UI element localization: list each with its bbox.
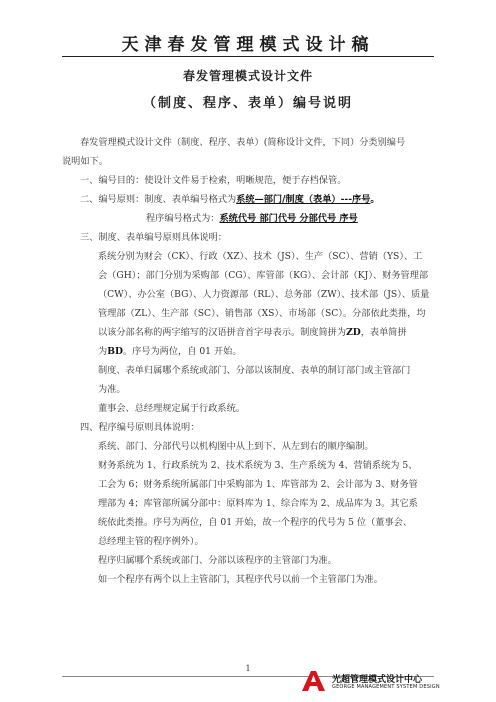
section-2-end: 。 (370, 194, 380, 205)
section-3-line-5-suffix: ，表单简拼 (360, 327, 407, 338)
intro-line-2: 说明如下。 (62, 156, 108, 167)
section-3-line-6 (98, 343, 242, 357)
page-number: 1 (245, 664, 251, 673)
logo-a-icon (300, 670, 326, 692)
company-logo (300, 670, 450, 694)
section-3-line-8: 为准。 (98, 384, 126, 395)
section-2-format: 系统—部门/制度（表单）---序号 (236, 194, 371, 205)
section-3-line-1: 系统分别为财会（CK）、行政（XZ）、技术（JS）、生产（SC）、营销（YS）、工 (98, 251, 423, 262)
section-4-line-5: 统依此类推。序号为两位，自 01 开始，故一个程序的代号为 5 位（董事会、 (98, 517, 413, 528)
section-4-line-3: 工会为 6；财务系统所属部门中采购部为 1、库管部为 2、会计部为 3、财务管 (98, 479, 418, 490)
document-title: 春发管理模式设计文件 (182, 69, 313, 83)
code-zd: ZD (346, 327, 361, 338)
logo-english-name: GEORGE MANAGEMENT SYSTEM DESIGN (332, 684, 440, 690)
section-3-line-6-suffix: 。序号为两位，自 01 开始。 (122, 346, 242, 357)
section-4-line-6: 总经理主管的程序例外）。 (98, 536, 204, 547)
document-subtitle: （制度、程序、表单）编号说明 (142, 96, 353, 111)
header-divider (62, 56, 434, 57)
section-2b (146, 210, 358, 224)
section-2b-prefix: 程序编号格式为： (146, 213, 220, 224)
section-4-line-2: 财务系统为 1、行政系统为 2、技术系统为 3、生产系统为 4、营销系统为 5、 (98, 460, 418, 471)
section-3: 三、制度、表单编号原则具体说明： (80, 232, 227, 243)
section-3-line-3: （CW）、办公室（BG）、人力资源部（RL）、总务部（ZW）、技术部（JS）、质量 (98, 289, 430, 300)
section-2-prefix: 二、编号原则：制度、表单编号格式为 (80, 194, 237, 205)
logo-name: 光超管理模式设计中心 (332, 675, 423, 685)
section-4-line-1: 系统、部门、分部代号以机构图中从上到下、从左到右的顺序编制。 (98, 441, 374, 452)
intro-line-1: 春发管理模式设计文件（制度、程序、表单）(简称设计文件，下同）分类别编号 (80, 137, 406, 148)
section-3-line-6-prefix: 为 (98, 346, 108, 357)
section-3-line-7: 制度、表单归属哪个系统或部门、分部以该制度、表单的制订部门或主管部门 (98, 365, 411, 376)
section-2 (80, 191, 380, 205)
section-2b-format: 系统代号 部门代号 分部代号 序号 (219, 213, 358, 224)
section-3-line-2: 会（GH）；部门分别为采购部（CG）、库管部（KG）、会计部（KJ）、财务管理部 (98, 270, 429, 281)
code-bd: BD (107, 346, 123, 357)
section-4: 四、程序编号原则具体说明： (80, 422, 200, 433)
section-4-line-8: 如一个程序有两个以上主管部门，其程序代号以前一个主管部门为准。 (98, 574, 383, 585)
section-4-line-7: 程序归属哪个系统或部门、分部以该程序的主管部门为准。 (98, 555, 337, 566)
header-title: 天津春发管理模式设计稿 (121, 35, 375, 55)
section-3-line-5 (98, 324, 407, 338)
section-1: 一、编号目的：使设计文件易于检索，明晰规范，便于存档保管。 (80, 175, 347, 186)
section-3-line-4: 管理部（ZL）、生产部（SC）、销售部（XS）、市场部（SC）。分部依此类推，均 (98, 308, 426, 319)
section-4-line-4: 理部为 4；库管部所属分部中：原料库为 1、综合库为 2、成品库为 3。其它系 (98, 498, 418, 509)
section-3-line-5-prefix: 以该分部名称的两字缩写的汉语拼音首字母表示。制度简拼为 (98, 327, 347, 338)
section-3-line-9: 董事会、总经理规定属于行政系统。 (98, 403, 245, 414)
